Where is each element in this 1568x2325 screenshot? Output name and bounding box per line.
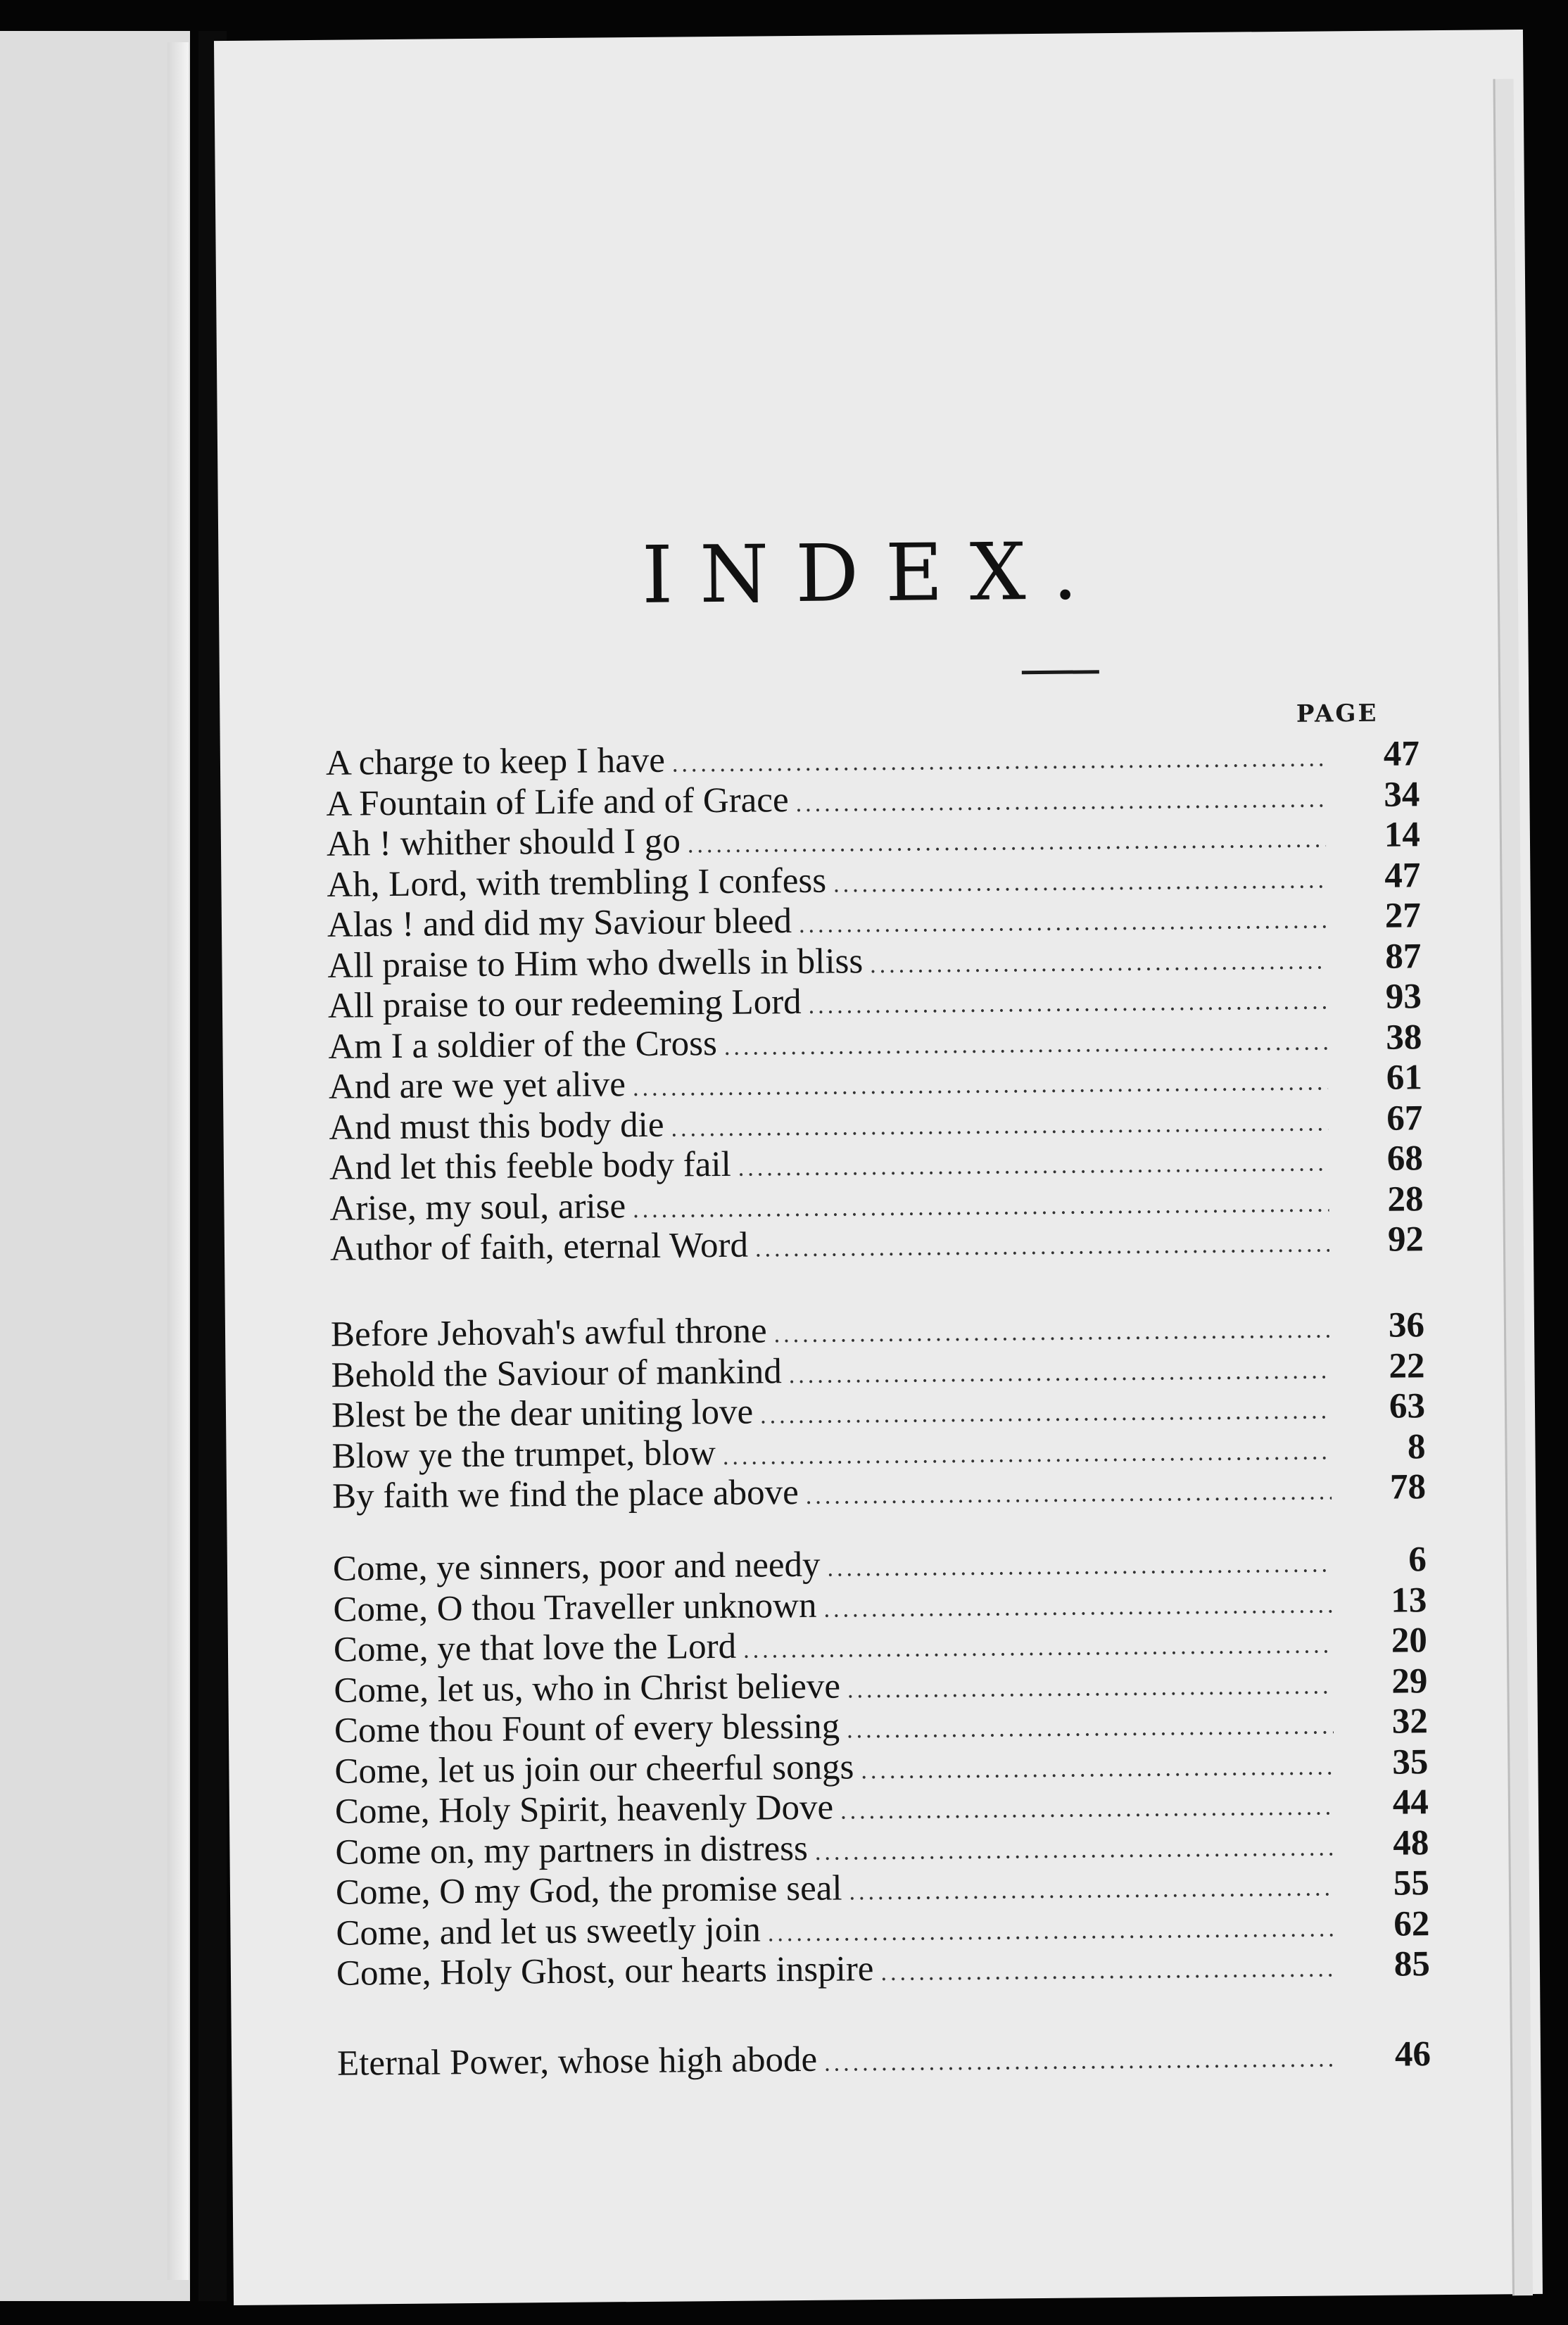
dot-leader (823, 1585, 1332, 1630)
index-entry (333, 1540, 1431, 1590)
entry-page-number: 93 (1385, 977, 1422, 1017)
dot-leader (824, 2039, 1336, 2084)
dot-leader (789, 1350, 1331, 1395)
entry-title: Come, O my God, the promise seal (335, 1868, 842, 1913)
entry-page-number: 46 (1394, 2034, 1431, 2074)
dot-leader (773, 1310, 1330, 1355)
entry-title: Blow ye the trumpet, blow (331, 1433, 716, 1476)
dot-leader (880, 1949, 1336, 1993)
dot-leader (688, 819, 1327, 865)
dot-leader (755, 1224, 1329, 1269)
dot-leader (806, 1471, 1332, 1516)
entry-page-number: 28 (1387, 1179, 1424, 1219)
entry-page-number: 8 (1407, 1426, 1426, 1466)
entry-page-number: 92 (1387, 1219, 1424, 1260)
entry-title: Come, O thou Traveller unknown (333, 1585, 817, 1630)
dot-leader (672, 738, 1326, 785)
entry-page-number: 67 (1386, 1098, 1423, 1139)
dot-leader (738, 1143, 1329, 1189)
entry-title: Come, ye sinners, poor and needy (332, 1545, 821, 1589)
entry-page-number: 34 (1384, 774, 1420, 815)
entry-title: Alas ! and did my Saviour bleed (327, 901, 792, 945)
entry-title: Come, let us, who in Christ believe (334, 1666, 841, 1711)
entry-title: Come, and let us sweetly join (336, 1910, 761, 1953)
entry-page-number: 14 (1384, 815, 1421, 855)
entry-title: Arise, my soul, arise (329, 1186, 626, 1229)
entry-page-number: 48 (1393, 1823, 1429, 1863)
page-column-label: PAGE (1296, 699, 1379, 728)
entry-title: And are we yet alive (328, 1065, 626, 1107)
entry-title: By faith we find the place above (331, 1473, 799, 1516)
entry-title: And let this feeble body fail (329, 1144, 731, 1188)
dot-leader (795, 779, 1325, 824)
entry-page-number: 38 (1386, 1017, 1422, 1058)
index-entry (337, 2034, 1435, 2084)
index-section-a (326, 734, 1428, 1269)
dot-leader (827, 1544, 1332, 1589)
facing-page (0, 31, 190, 2301)
entry-title: Author of faith, eternal Word (329, 1225, 749, 1269)
entry-page-number: 6 (1408, 1540, 1427, 1580)
entry-title: Behold the Saviour of mankind (331, 1351, 783, 1395)
page-title: INDEX. (641, 526, 1105, 621)
facing-page-edge (167, 42, 189, 2280)
entry-page-number: 29 (1391, 1661, 1428, 1702)
entry-title: Eternal Power, whose high abode (336, 2039, 818, 2084)
entry-title: Ah, Lord, with trembling I confess (327, 861, 827, 905)
entry-title: All praise to Him who dwells in bliss (327, 941, 864, 986)
entry-page-number: 47 (1384, 855, 1421, 896)
entry-title: Come thou Fount of every blessing (334, 1706, 840, 1751)
dot-leader (760, 1390, 1331, 1436)
entry-page-number: 36 (1388, 1305, 1425, 1345)
dot-leader (849, 1868, 1335, 1913)
entry-page-number: 22 (1389, 1345, 1425, 1386)
dot-leader (847, 1666, 1334, 1711)
dot-leader (633, 1184, 1329, 1230)
entry-page-number: 68 (1386, 1139, 1424, 1179)
entry-page-number: 63 (1389, 1386, 1426, 1426)
entry-title: Blest be the dear uniting love (331, 1392, 754, 1436)
entry-title: Come, let us join our cheerful songs (334, 1747, 854, 1792)
index-page (214, 30, 1543, 2305)
dot-leader (847, 1706, 1334, 1751)
entry-title: Before Jehovah's awful throne (330, 1311, 767, 1355)
dot-leader (723, 1431, 1332, 1477)
entry-page-number: 35 (1392, 1742, 1429, 1782)
entry-title: Ah ! whither should I go (326, 821, 681, 864)
entry-page-number: 78 (1389, 1467, 1427, 1507)
entry-title: Come, ye that love the Lord (333, 1626, 737, 1670)
index-section-b (331, 1305, 1430, 1517)
entry-page-number: 13 (1391, 1580, 1427, 1621)
index-entry (326, 734, 1424, 784)
entry-title: A charge to keep I have (325, 740, 666, 783)
entry-title: Come, Holy Ghost, our hearts inspire (336, 1949, 874, 1994)
page-content (320, 30, 1437, 2304)
dot-leader (633, 1062, 1328, 1108)
entry-page-number: 32 (1391, 1702, 1429, 1742)
entry-title: All praise to our redeeming Lord (327, 982, 802, 1026)
dot-leader (833, 860, 1327, 905)
dot-leader (768, 1908, 1336, 1954)
entry-page-number: 47 (1383, 734, 1420, 774)
entry-title: Come, Holy Spirit, heavenly Dove (334, 1787, 834, 1832)
dot-leader (870, 941, 1327, 985)
index-section-c (333, 1540, 1434, 1994)
index-section-e (337, 2034, 1435, 2084)
entry-page-number: 27 (1384, 896, 1422, 936)
dot-leader (840, 1787, 1334, 1832)
dot-leader (743, 1625, 1333, 1671)
entry-title: Come on, my partners in distress (335, 1828, 809, 1873)
entry-page-number: 20 (1391, 1621, 1428, 1661)
entry-page-number: 55 (1393, 1863, 1430, 1903)
dot-leader (799, 900, 1327, 945)
entry-page-number: 85 (1393, 1944, 1431, 1984)
dot-leader (808, 981, 1327, 1026)
dot-leader (671, 1103, 1328, 1149)
entry-page-number: 44 (1392, 1782, 1429, 1823)
title-rule (1022, 670, 1099, 674)
entry-page-number: 87 (1385, 936, 1422, 977)
dot-leader (815, 1827, 1335, 1873)
entry-title: Am I a soldier of the Cross (328, 1023, 718, 1067)
entry-page-number: 62 (1393, 1903, 1430, 1944)
dot-leader (724, 1022, 1328, 1068)
page-fore-edge (1493, 79, 1533, 2295)
index-entry (331, 1305, 1429, 1355)
entry-page-number: 61 (1386, 1058, 1423, 1098)
entry-title: A Fountain of Life and of Grace (326, 780, 789, 824)
dot-leader (861, 1747, 1334, 1791)
entry-title: And must this body die (329, 1105, 664, 1148)
